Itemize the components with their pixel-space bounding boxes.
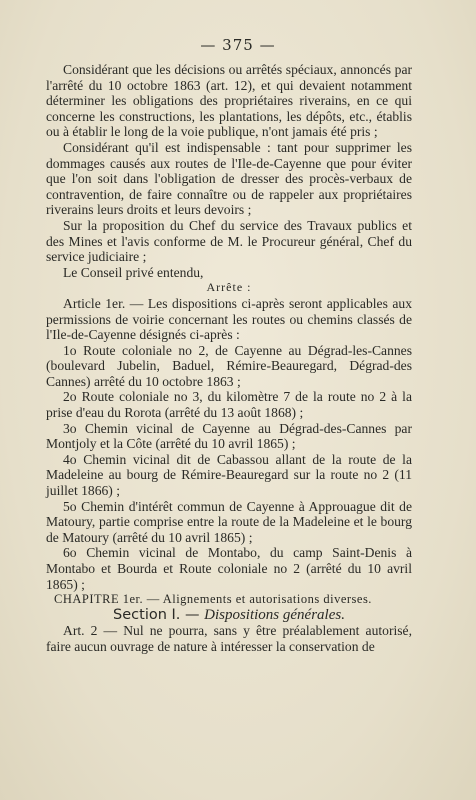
paragraph-considerant-2: Considérant qu'il est indispensable : tant pour supprimer les dommages causés aux routes de l'Ile-de-Cayenne que pour éviter que l'on soit dans l'obligation de dresser des procès-verbaux de contravention, de faire connaître ou de rappeler aux propriétaires riverains leurs droits et leurs devoirs ; (46, 139, 412, 218)
chapter-heading: CHAPITRE 1er. — Alignements et autorisations diverses. (54, 592, 372, 607)
paragraph-considerant-1: Considérant que les décisions ou arrêtés spéciaux, annoncés par l'arrêté du 10 octobre 1863 (art. 12), et qui devaient notamment déterminer les obligations des propriétaires riverains, en ce qui concerne les constructions, les plantations, les dépôts, etc., établis ou à établir le long de la voie publique, n'ont jamais été pris ; (46, 62, 412, 140)
section-heading: Section I. — Dispositions générales. (113, 606, 345, 623)
article-2: Art. 2 — Nul ne pourra, sans y être préalablement autorisé, faire aucun ouvrage de nature à intéresser la conservation de (46, 623, 412, 654)
route-item: 5o Chemin d'intérêt commun de Cayenne à Approuague dit de Matoury, partie comprise entre la route de la Madeleine et le bourg de Matoury (arrêté du 10 avril 1865) ; (46, 498, 412, 545)
page-number: — 375 — (200, 36, 276, 54)
article-1: Article 1er. — Les dispositions ci-après seront applicables aux permissions de voirie concernant les routes ou chemins classés de l'Ile-de-Cayenne désignés ci-après : (46, 295, 412, 343)
route-item: 3o Chemin vicinal de Cayenne au Dégrad-des-Cannes par Montjoly et la Côte (arrêté du 10 avril 1865) ; (46, 420, 412, 452)
section-label: Section I. (113, 606, 181, 623)
arrete-heading: Arrête : (206, 280, 252, 295)
section-title: Dispositions générales. (204, 606, 345, 623)
route-item: 4o Chemin vicinal dit de Cabassou allant de la route de la Madeleine au bourg de Rémire-Beauregard sur la route no 2 (11 juillet 1866) ; (46, 451, 412, 499)
paragraph-conseil: Le Conseil privé entendu, (63, 264, 204, 280)
paragraph-proposition: Sur la proposition du Chef du service des Travaux publics et des Mines et l'avis conforme de M. le Procureur général, Chef du service judiciaire ; (46, 217, 412, 265)
document-body (46, 62, 412, 655)
route-item: 1o Route coloniale no 2, de Cayenne au Dégrad-les-Cannes (boulevard Jubelin, Baduel, Rémire-Beauregard, Dégrad-des Cannes) arrêté du 10 octobre 1863 ; (46, 342, 412, 389)
route-item: 6o Chemin vicinal de Montabo, du camp Saint-Denis à Montabo et Bourda et Route coloniale no 2 (arrêté du 10 avril 1865) ; (46, 545, 412, 592)
route-item: 2o Route coloniale no 3, du kilomètre 7 de la route no 2 à la prise d'eau du Rorota (arrêté du 13 août 1868) ; (46, 389, 412, 421)
